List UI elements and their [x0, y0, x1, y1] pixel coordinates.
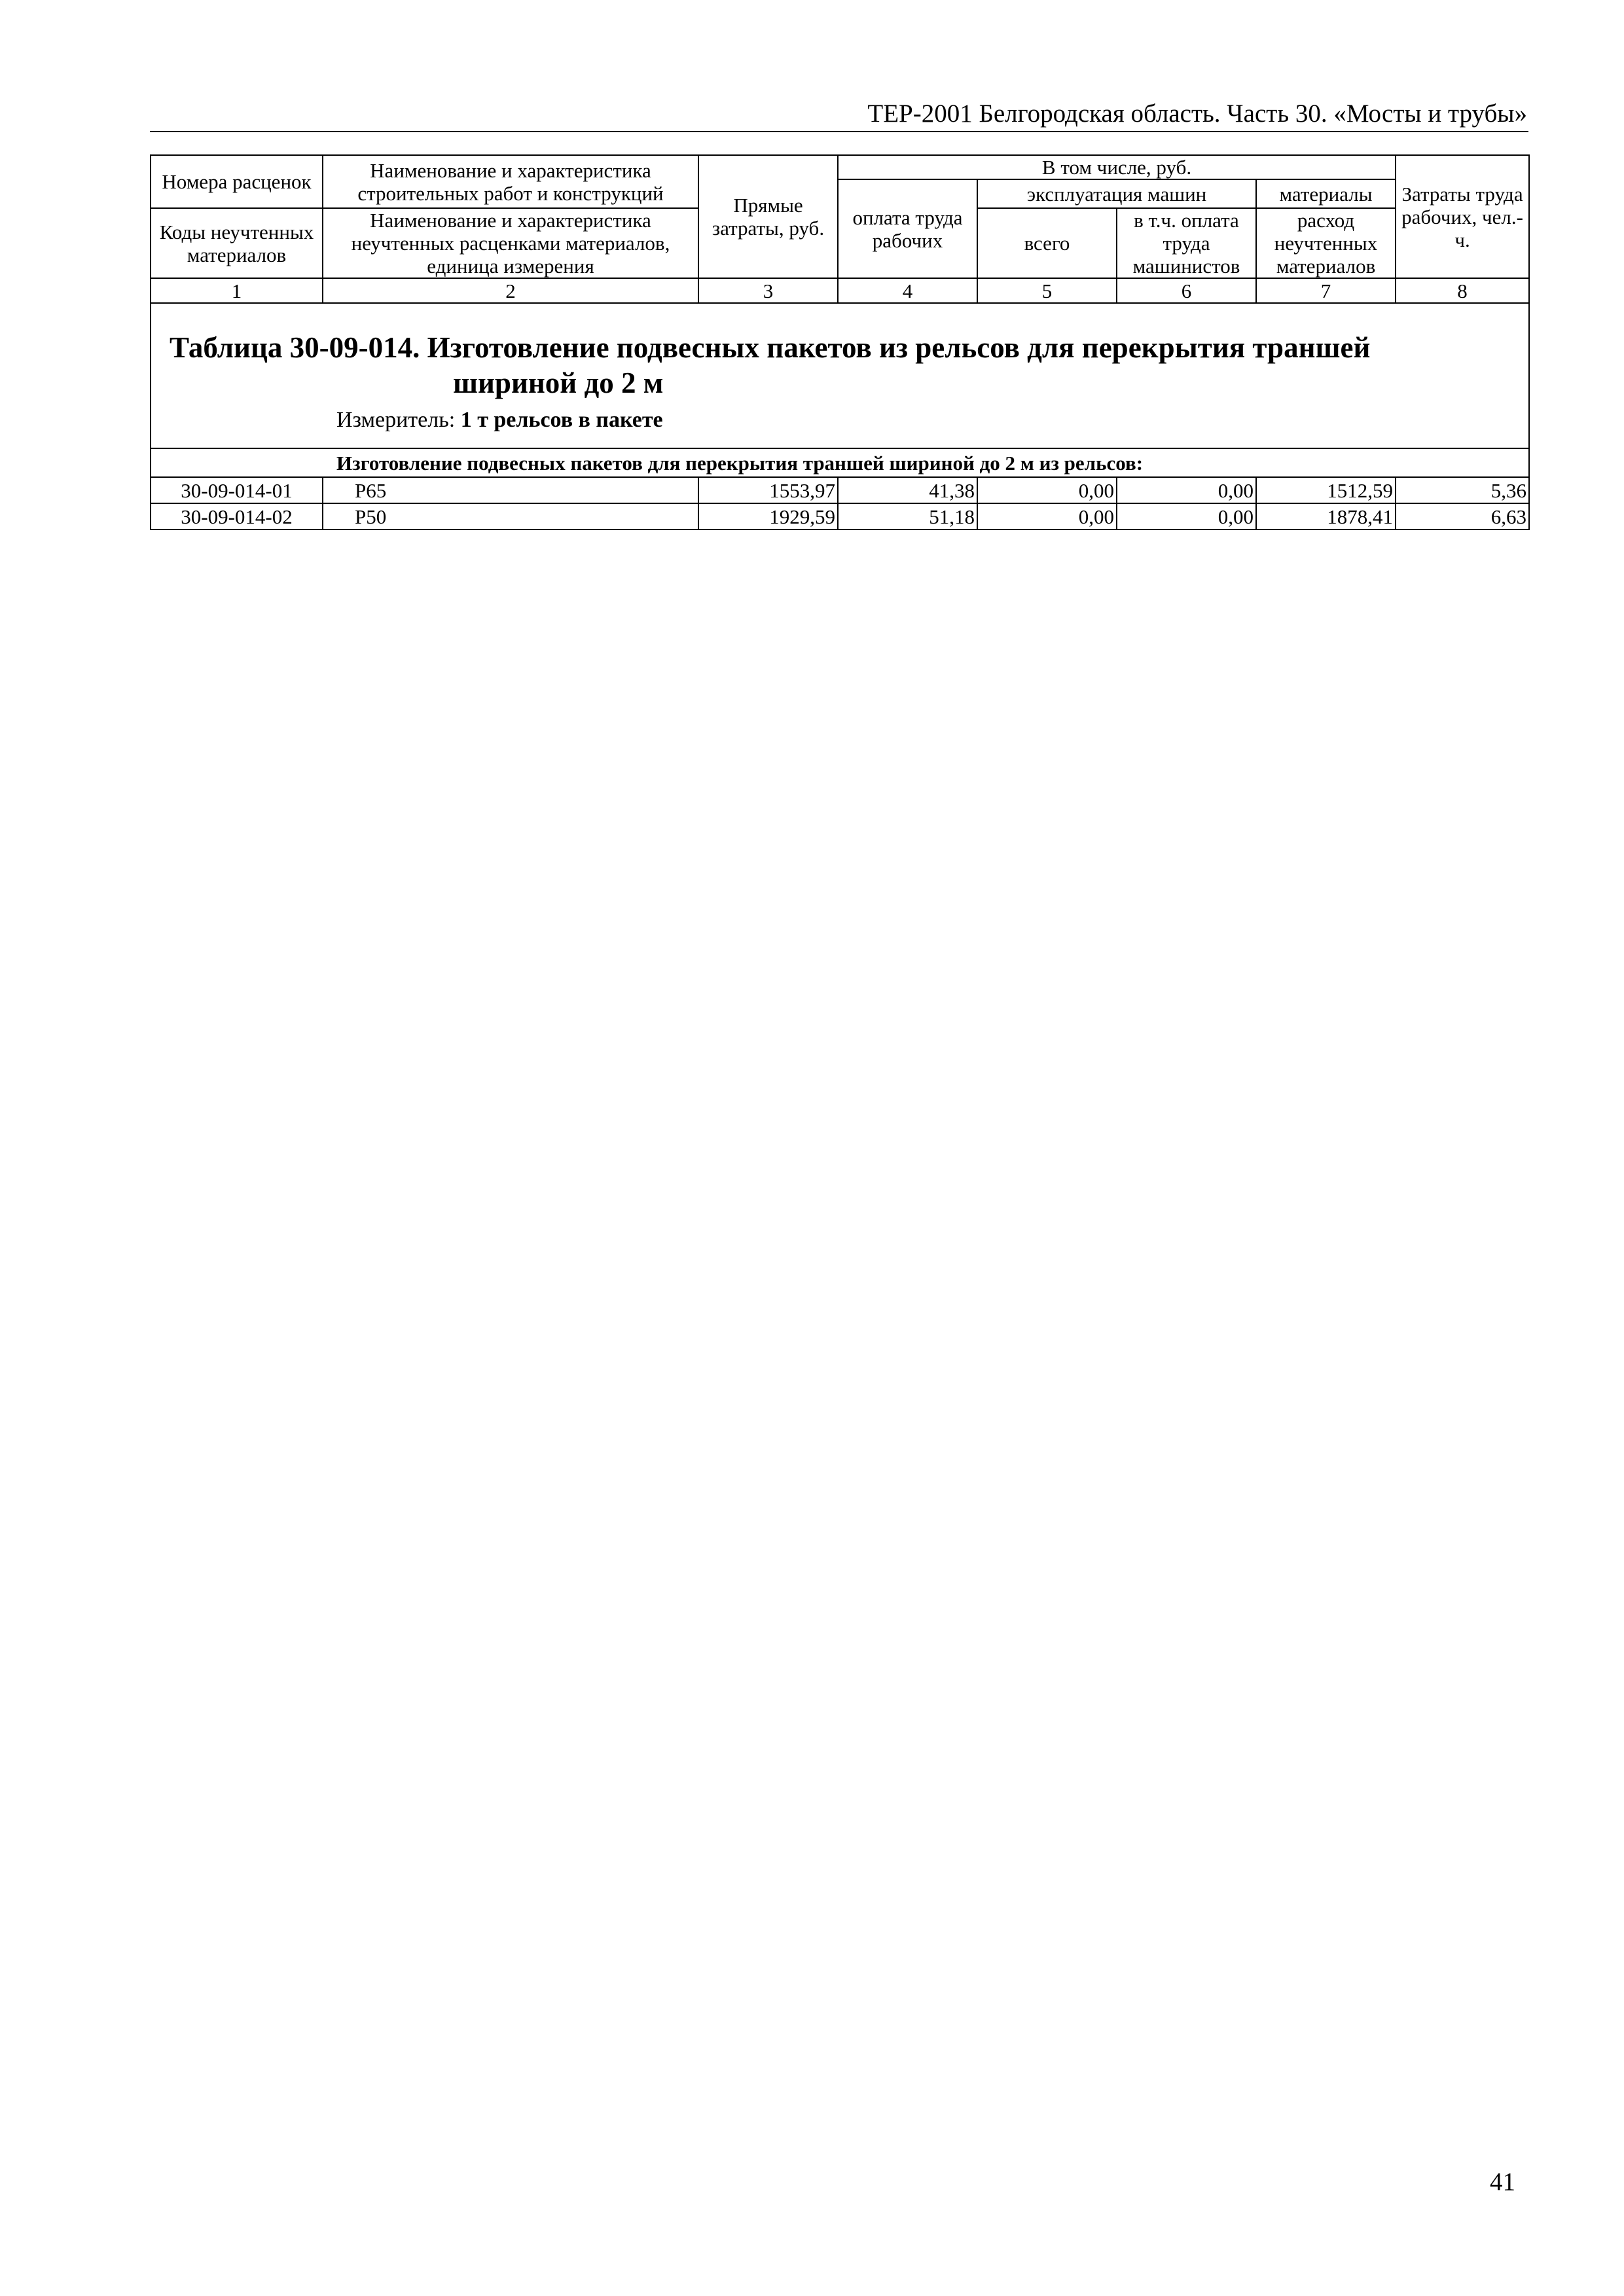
direct-costs: 1553,97	[698, 477, 838, 503]
column-number: 2	[323, 278, 698, 303]
header-including: В том числе, руб.	[838, 155, 1396, 179]
header-operators-pay: в т.ч. оплата труда машинистов	[1117, 208, 1256, 278]
column-number: 1	[151, 278, 323, 303]
table-row	[151, 503, 1529, 529]
rate-code: 30-09-014-01	[151, 477, 323, 503]
column-number: 7	[1256, 278, 1396, 303]
header-machines: эксплуатация машин	[977, 179, 1256, 208]
rates-table	[150, 154, 1530, 530]
header-work-name: Наименование и характеристика строительных работ и конструкций	[323, 155, 698, 208]
header-labor-hours: Затраты труда рабочих, чел.-ч.	[1396, 155, 1529, 278]
labor-hours: 6,63	[1396, 503, 1529, 529]
column-number: 3	[698, 278, 838, 303]
measure-unit: Измеритель: 1 т рельсов в пакете	[336, 408, 663, 432]
operators-pay: 0,00	[1117, 477, 1256, 503]
column-numbers-row	[151, 278, 1529, 303]
materials-cost: 1878,41	[1256, 503, 1396, 529]
labor-pay: 51,18	[838, 503, 977, 529]
header-materials: материалы	[1256, 179, 1396, 208]
column-number: 8	[1396, 278, 1529, 303]
header-materials-use: расход неучтенных материалов	[1256, 208, 1396, 278]
running-header	[150, 97, 1528, 132]
direct-costs: 1929,59	[698, 503, 838, 529]
header-material-names: Наименование и характеристика неучтенных расценками материалов, единица измерения	[323, 208, 698, 278]
labor-hours: 5,36	[1396, 477, 1529, 503]
header-material-codes: Коды неучтенных материалов	[151, 208, 323, 278]
table-row	[151, 477, 1529, 503]
machines-total: 0,00	[977, 503, 1117, 529]
header-rate-numbers: Номера расценок	[151, 155, 323, 208]
column-number: 5	[977, 278, 1117, 303]
table-title: Таблица 30-09-014. Изготовление подвесных пакетов из рельсов для перекрытия траншей шириной до 2 м	[170, 331, 1371, 399]
materials-cost: 1512,59	[1256, 477, 1396, 503]
running-title: ТЕР-2001 Белгородская область. Часть 30. «Мосты и трубы»	[867, 99, 1527, 128]
header-machines-total: всего	[977, 208, 1117, 278]
table-title-block	[151, 303, 1529, 448]
page-number: 41	[1490, 2168, 1515, 2196]
labor-pay: 41,38	[838, 477, 977, 503]
section-heading: Изготовление подвесных пакетов для перекрытия траншей шириной до 2 м из рельсов:	[151, 448, 1529, 477]
column-number: 6	[1117, 278, 1256, 303]
header-direct-costs: Прямые затраты, руб.	[698, 155, 838, 278]
rate-name: Р50	[323, 503, 698, 529]
rate-code: 30-09-014-02	[151, 503, 323, 529]
machines-total: 0,00	[977, 477, 1117, 503]
header-labor-pay: оплата труда рабочих	[838, 179, 977, 278]
operators-pay: 0,00	[1117, 503, 1256, 529]
column-number: 4	[838, 278, 977, 303]
rate-name: Р65	[323, 477, 698, 503]
